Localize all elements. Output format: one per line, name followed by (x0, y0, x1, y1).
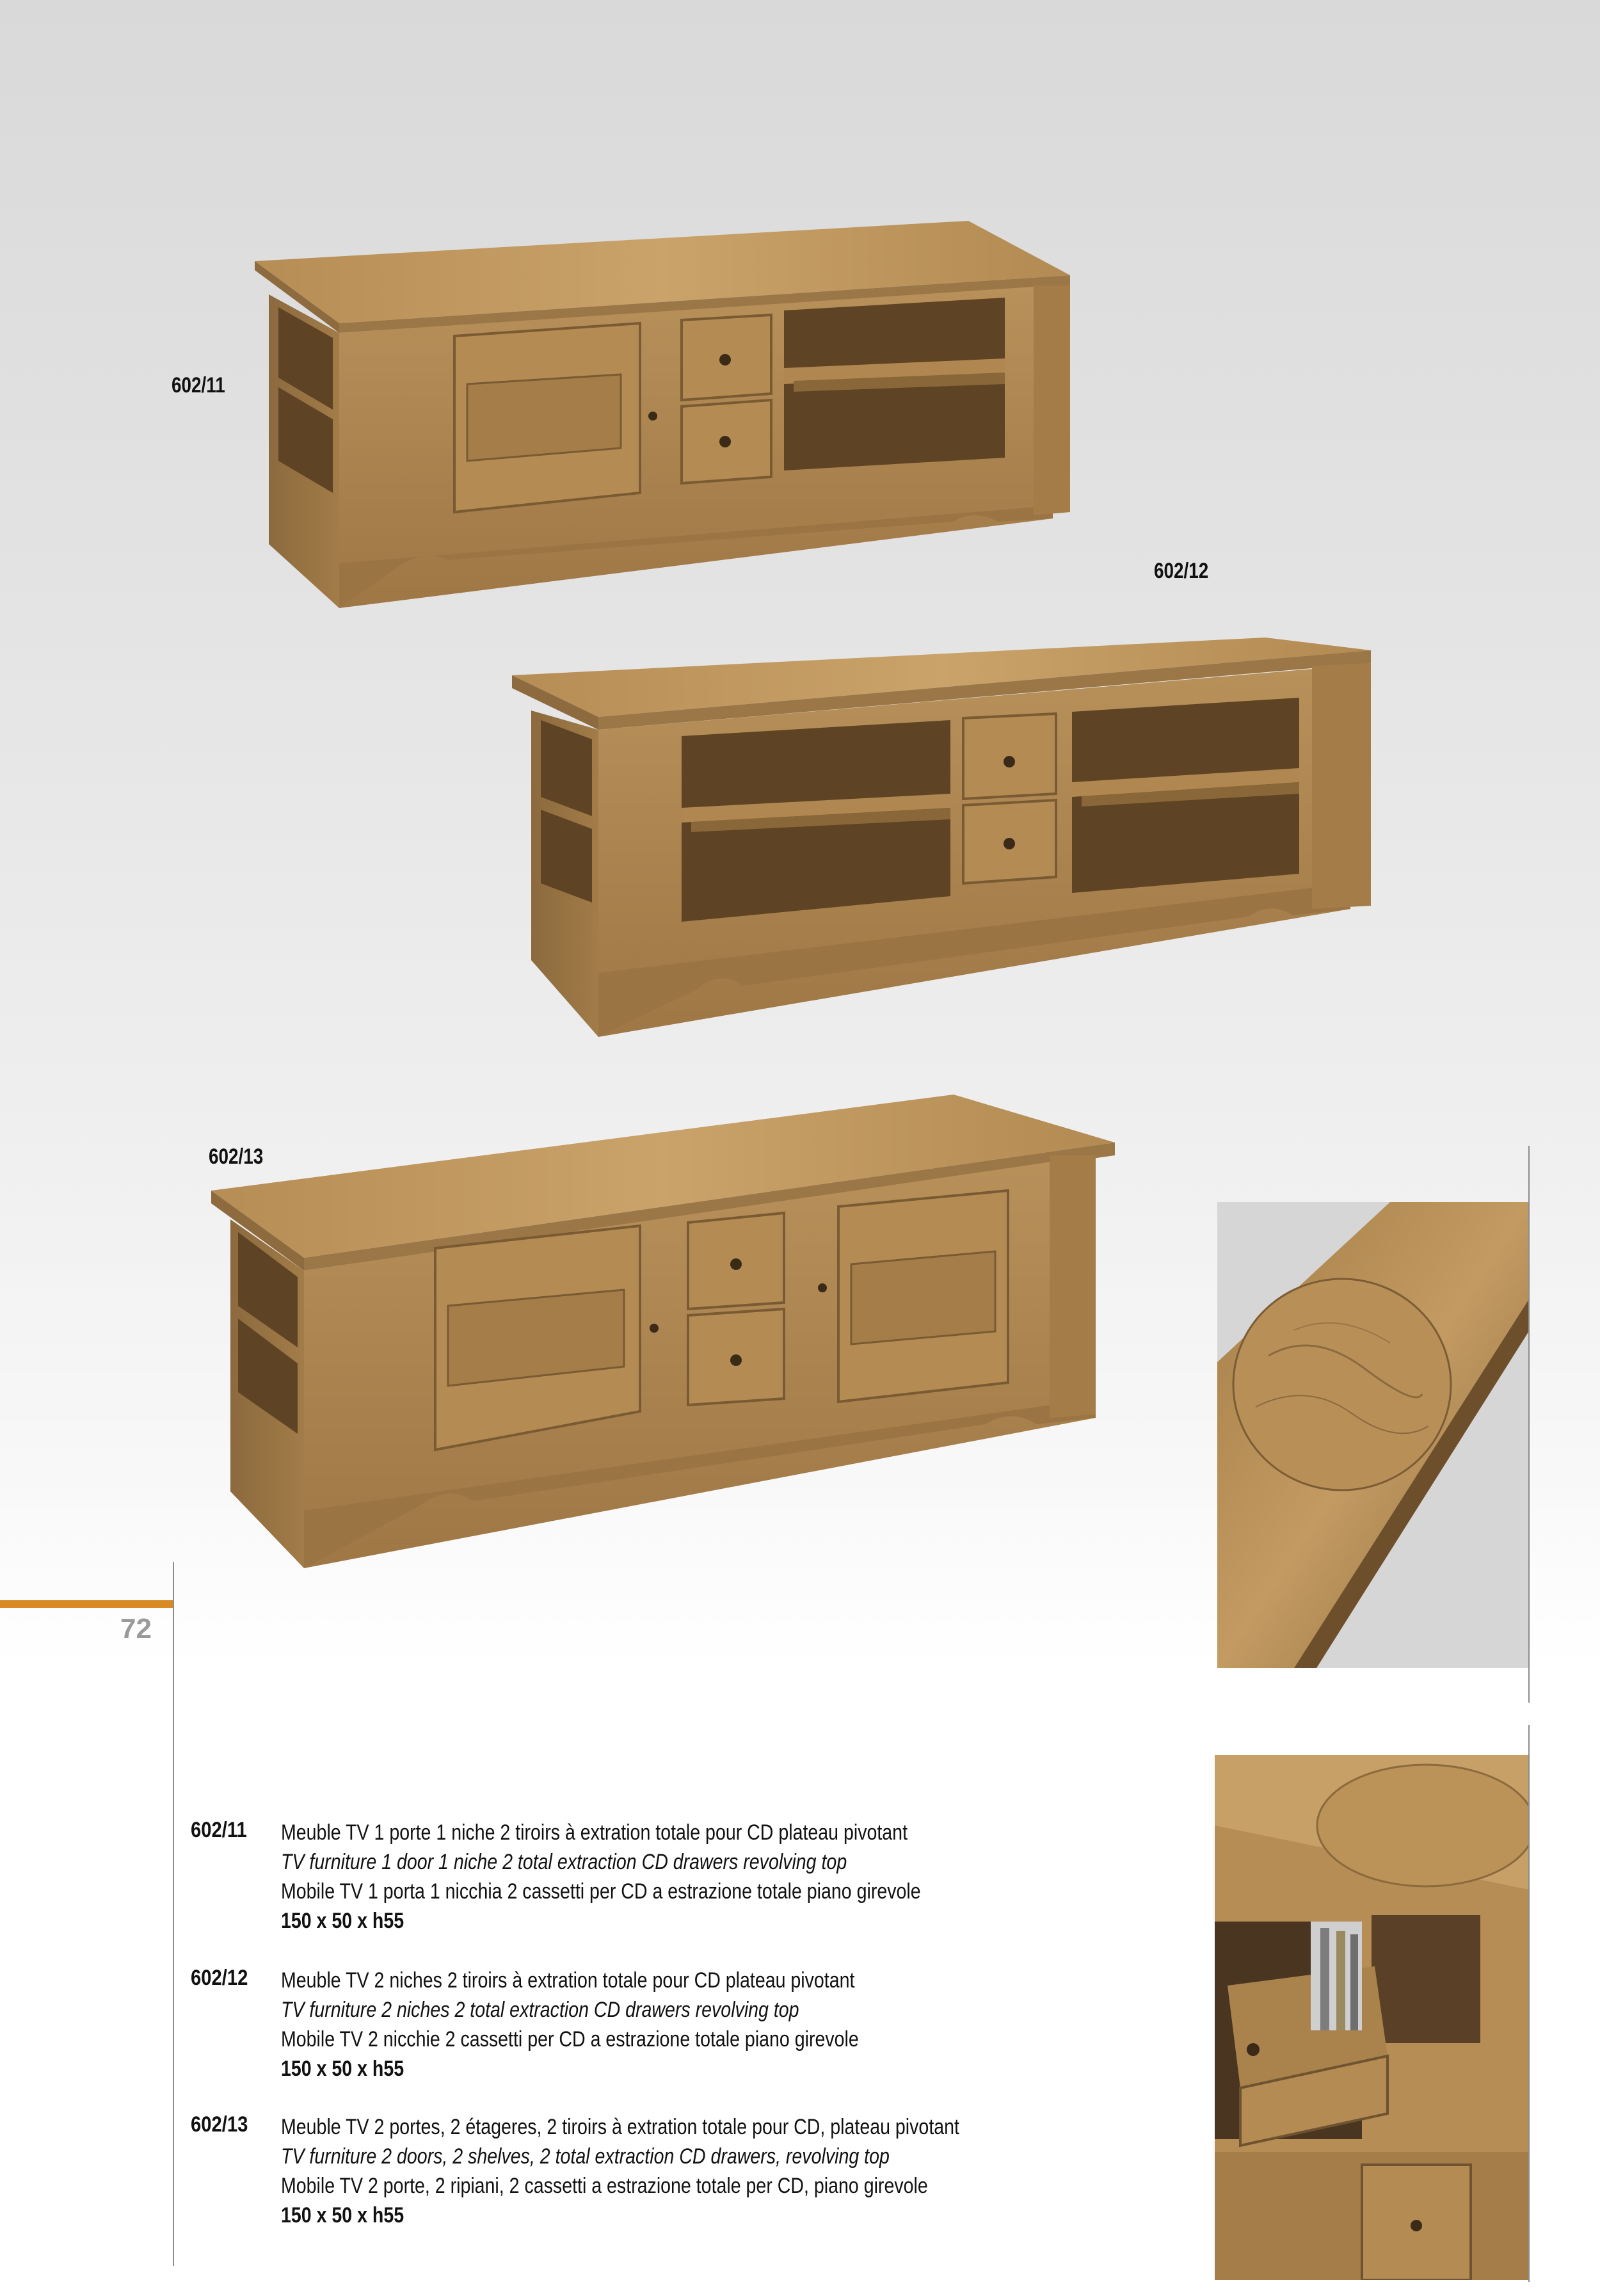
vertical-rule-photo-2 (1528, 1725, 1530, 2282)
product-description-602-12 (191, 1966, 1087, 2087)
dimensions: 150 x 50 x h55 (281, 1909, 404, 1933)
description-it: Mobile TV 2 nicchie 2 cassetti per CD a estrazione totale piano girevole (281, 2027, 859, 2051)
dimensions: 150 x 50 x h55 (281, 2057, 404, 2081)
description-fr: Meuble TV 1 porte 1 niche 2 tiroirs à extration totale pour CD plateau pivotant (281, 1820, 908, 1845)
item-label-602-13: 602/13 (209, 1144, 264, 1169)
description-fr: Meuble TV 2 niches 2 tiroirs à extration totale pour CD plateau pivotant (281, 1968, 855, 1993)
product-code: 602/12 (191, 1966, 248, 1990)
page-accent-bar (0, 1600, 174, 1608)
description-en: TV furniture 2 niches 2 total extraction CD drawers revolving top (281, 1998, 799, 2022)
description-it: Mobile TV 1 porta 1 nicchia 2 cassetti per CD a estrazione totale piano girevole (281, 1879, 921, 1904)
description-it: Mobile TV 2 porte, 2 ripiani, 2 cassetti a estrazione totale per CD, piano girevole (281, 2174, 928, 2198)
product-code: 602/11 (191, 1818, 247, 1842)
detail-photo-revolving-top (1217, 1202, 1530, 1668)
product-description-602-13 (191, 2112, 1087, 2234)
item-label-602-11: 602/11 (172, 373, 225, 397)
description-en: TV furniture 1 door 1 niche 2 total extraction CD drawers revolving top (281, 1850, 847, 1874)
vertical-rule-photo-1 (1528, 1146, 1530, 1703)
left-margin-rule (173, 1562, 174, 2266)
description-fr: Meuble TV 2 portes, 2 étageres, 2 tiroirs à extration totale pour CD, plateau pivotant (281, 2115, 959, 2139)
item-label-602-12: 602/12 (1154, 559, 1209, 583)
page-number: 72 (120, 1613, 152, 1644)
description-en: TV furniture 2 doors, 2 shelves, 2 total extraction CD drawers, revolving top (281, 2144, 890, 2169)
detail-photo-cd-drawer (1215, 1755, 1528, 2280)
product-description-602-11 (191, 1818, 1087, 1939)
dimensions: 150 x 50 x h55 (281, 2203, 404, 2228)
product-code: 602/13 (191, 2112, 248, 2137)
